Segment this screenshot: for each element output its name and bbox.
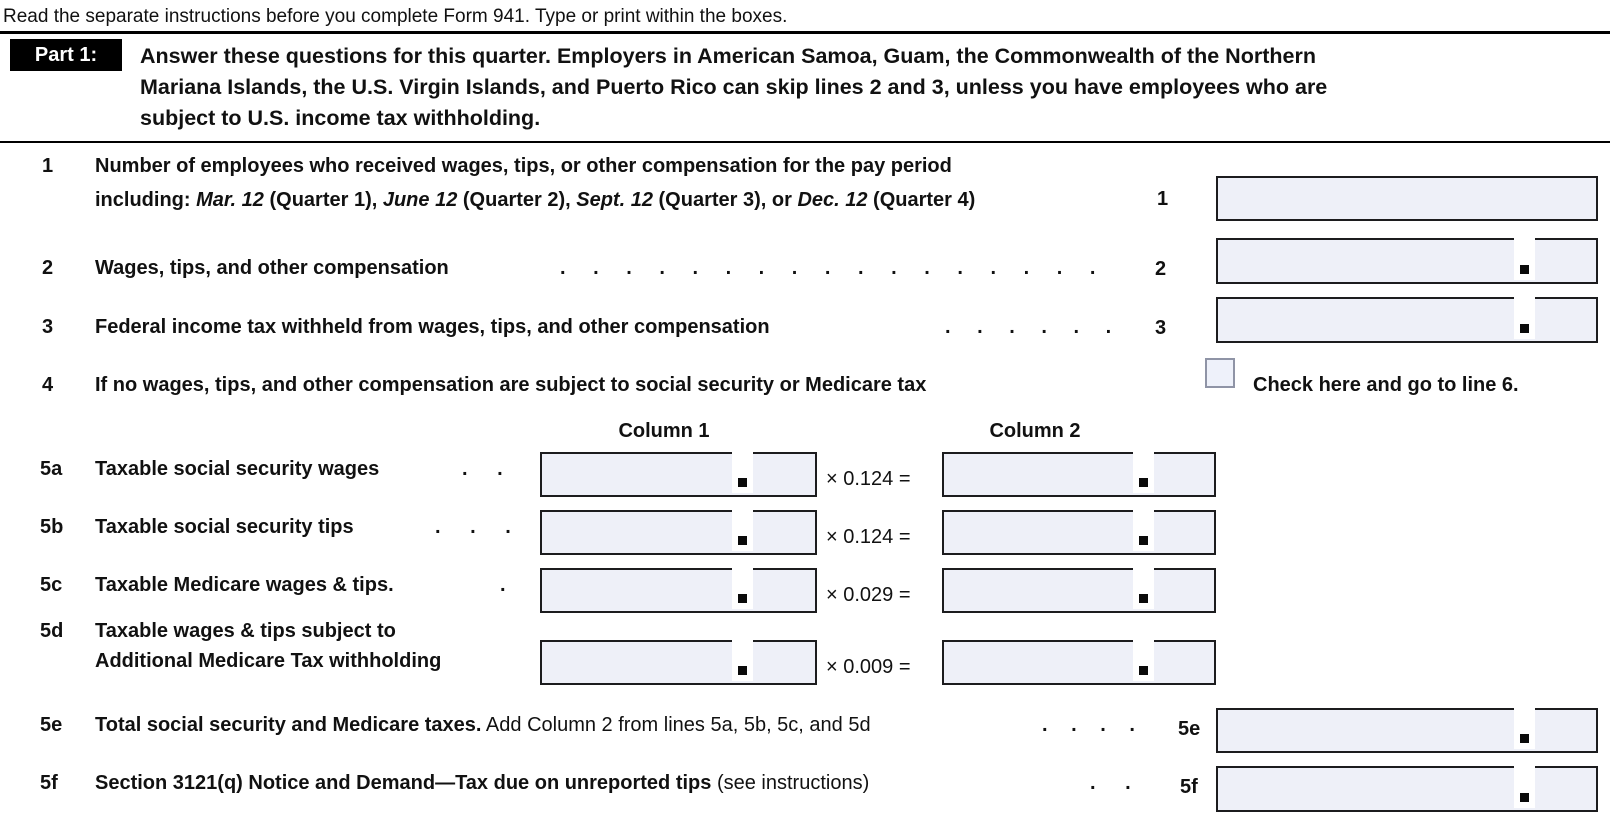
part1-heading-line2: Mariana Islands, the U.S. Virgin Islands, and Puerto Rico can skip lines 2 and 3, unless you have employees who are: [140, 75, 1328, 99]
line1-text-1: Number of employees who received wages, tips, or other compensation for the pay period: [95, 155, 952, 177]
line5e-label: [95, 712, 871, 738]
line4-label: If no wages, tips, and other compensation are subject to social security or Medicare tax: [95, 374, 927, 396]
decimal-point-marker: [1139, 594, 1148, 603]
decimal-point-marker: [1520, 793, 1529, 802]
line2-right-number: 2: [1155, 258, 1167, 280]
line5b-column1-field[interactable]: [540, 510, 817, 555]
line5f-label-rest: (see instructions): [711, 772, 870, 794]
line3-number: 3: [42, 316, 54, 338]
part1-divider-rule: [0, 141, 1610, 143]
line2-number: 2: [42, 257, 54, 279]
line3-amount-field[interactable]: [1216, 297, 1598, 343]
line5c-rate: × 0.029 =: [826, 584, 911, 606]
line5f-label: [95, 770, 869, 796]
line5b-rate: × 0.124 =: [826, 526, 911, 548]
line5b-number: 5b: [40, 516, 64, 538]
part1-heading: [140, 41, 1327, 134]
line5e-right-number: 5e: [1178, 718, 1201, 740]
line5c-number: 5c: [40, 574, 63, 596]
line5d-column2-field[interactable]: [942, 640, 1216, 685]
line2-label: Wages, tips, and other compensation: [95, 257, 449, 279]
line5e-dot-leader: . . . .: [1042, 714, 1135, 736]
line5a-dot-leader: . .: [462, 458, 503, 480]
line5e-label-bold: Total social security and Medicare taxes.: [95, 714, 482, 736]
line5d-label-line2: Additional Medicare Tax withholding: [95, 650, 442, 672]
decimal-point-marker: [1139, 478, 1148, 487]
line5b-dot-leader: . . .: [435, 516, 511, 538]
line5a-label: Taxable social security wages: [95, 458, 380, 480]
decimal-point-marker: [1139, 666, 1148, 675]
line1-employee-count-field[interactable]: [1216, 176, 1598, 221]
part1-heading-line1: Answer these questions for this quarter. Employers in American Samoa, Guam, the Commonwealth of the Northern: [140, 44, 1316, 68]
line1-mar12: Mar. 12: [196, 189, 264, 211]
line1-sept12: Sept. 12: [576, 189, 653, 211]
line5e-label-rest: Add Column 2 from lines 5a, 5b, 5c, and 5d: [481, 714, 871, 736]
decimal-point-marker: [738, 666, 747, 675]
line3-right-number: 3: [1155, 317, 1167, 339]
line5d-label-line1: Taxable wages & tips subject to: [95, 620, 396, 642]
line5f-right-number: 5f: [1180, 776, 1198, 798]
line5f-number: 5f: [40, 772, 58, 794]
line1-right-number: 1: [1157, 188, 1169, 210]
decimal-point-marker: [738, 536, 747, 545]
line3-label: Federal income tax withheld from wages, tips, and other compensation: [95, 316, 770, 338]
line5e-amount-field[interactable]: [1216, 708, 1598, 753]
decimal-point-marker: [1520, 265, 1529, 274]
line2-amount-field[interactable]: [1216, 238, 1598, 284]
line1-june12: June 12: [382, 189, 458, 211]
line1-dec12: Dec. 12: [797, 189, 868, 211]
part1-label-box: [10, 39, 122, 71]
part1-heading-line3: subject to U.S. income tax withholding.: [140, 106, 541, 130]
line5b-column2-field[interactable]: [942, 510, 1216, 555]
line4-number: 4: [42, 374, 54, 396]
line5f-label-bold: Section 3121(q) Notice and Demand—Tax due on unreported tips: [95, 772, 712, 794]
line5b-label: Taxable social security tips: [95, 516, 354, 538]
line5c-label: Taxable Medicare wages & tips.: [95, 574, 394, 596]
line5f-amount-field[interactable]: [1216, 766, 1598, 812]
decimal-point-marker: [1520, 324, 1529, 333]
line1-number: 1: [42, 155, 54, 177]
decimal-point-marker: [738, 594, 747, 603]
top-rule: [0, 31, 1610, 34]
column1-header: Column 1: [618, 420, 710, 442]
column2-header: Column 2: [989, 420, 1081, 442]
line5d-number: 5d: [40, 620, 64, 642]
line5a-column1-field[interactable]: [540, 452, 817, 497]
decimal-point-marker: [1139, 536, 1148, 545]
decimal-point-marker: [1520, 734, 1529, 743]
decimal-point-marker: [738, 478, 747, 487]
line4-checkbox[interactable]: [1205, 358, 1235, 388]
line5d-rate: × 0.009 =: [826, 656, 911, 678]
line5f-dot-leader: . .: [1090, 772, 1131, 794]
line3-dot-leader: . . . . . .: [945, 316, 1112, 338]
line5e-number: 5e: [40, 714, 63, 736]
line5a-column2-field[interactable]: [942, 452, 1216, 497]
top-instruction: Read the separate instructions before you complete Form 941. Type or print within the boxes.: [3, 6, 788, 27]
line5c-column1-field[interactable]: [540, 568, 817, 613]
line5a-number: 5a: [40, 458, 63, 480]
part1-label: Part 1:: [34, 43, 98, 66]
line5c-dot-leader: .: [500, 574, 506, 596]
line5d-column1-field[interactable]: [540, 640, 817, 685]
line1-text-2: including: Mar. 12 (Quarter 1), June 12 (Quarter 2), Sept. 12 (Quarter 3), or Dec. 12 (Quarter 4): [95, 189, 976, 211]
line5c-column2-field[interactable]: [942, 568, 1216, 613]
line2-dot-leader: . . . . . . . . . . . . . . . . .: [560, 257, 1096, 279]
line4-checkbox-label: Check here and go to line 6.: [1253, 374, 1519, 396]
line5a-rate: × 0.124 =: [826, 468, 911, 490]
